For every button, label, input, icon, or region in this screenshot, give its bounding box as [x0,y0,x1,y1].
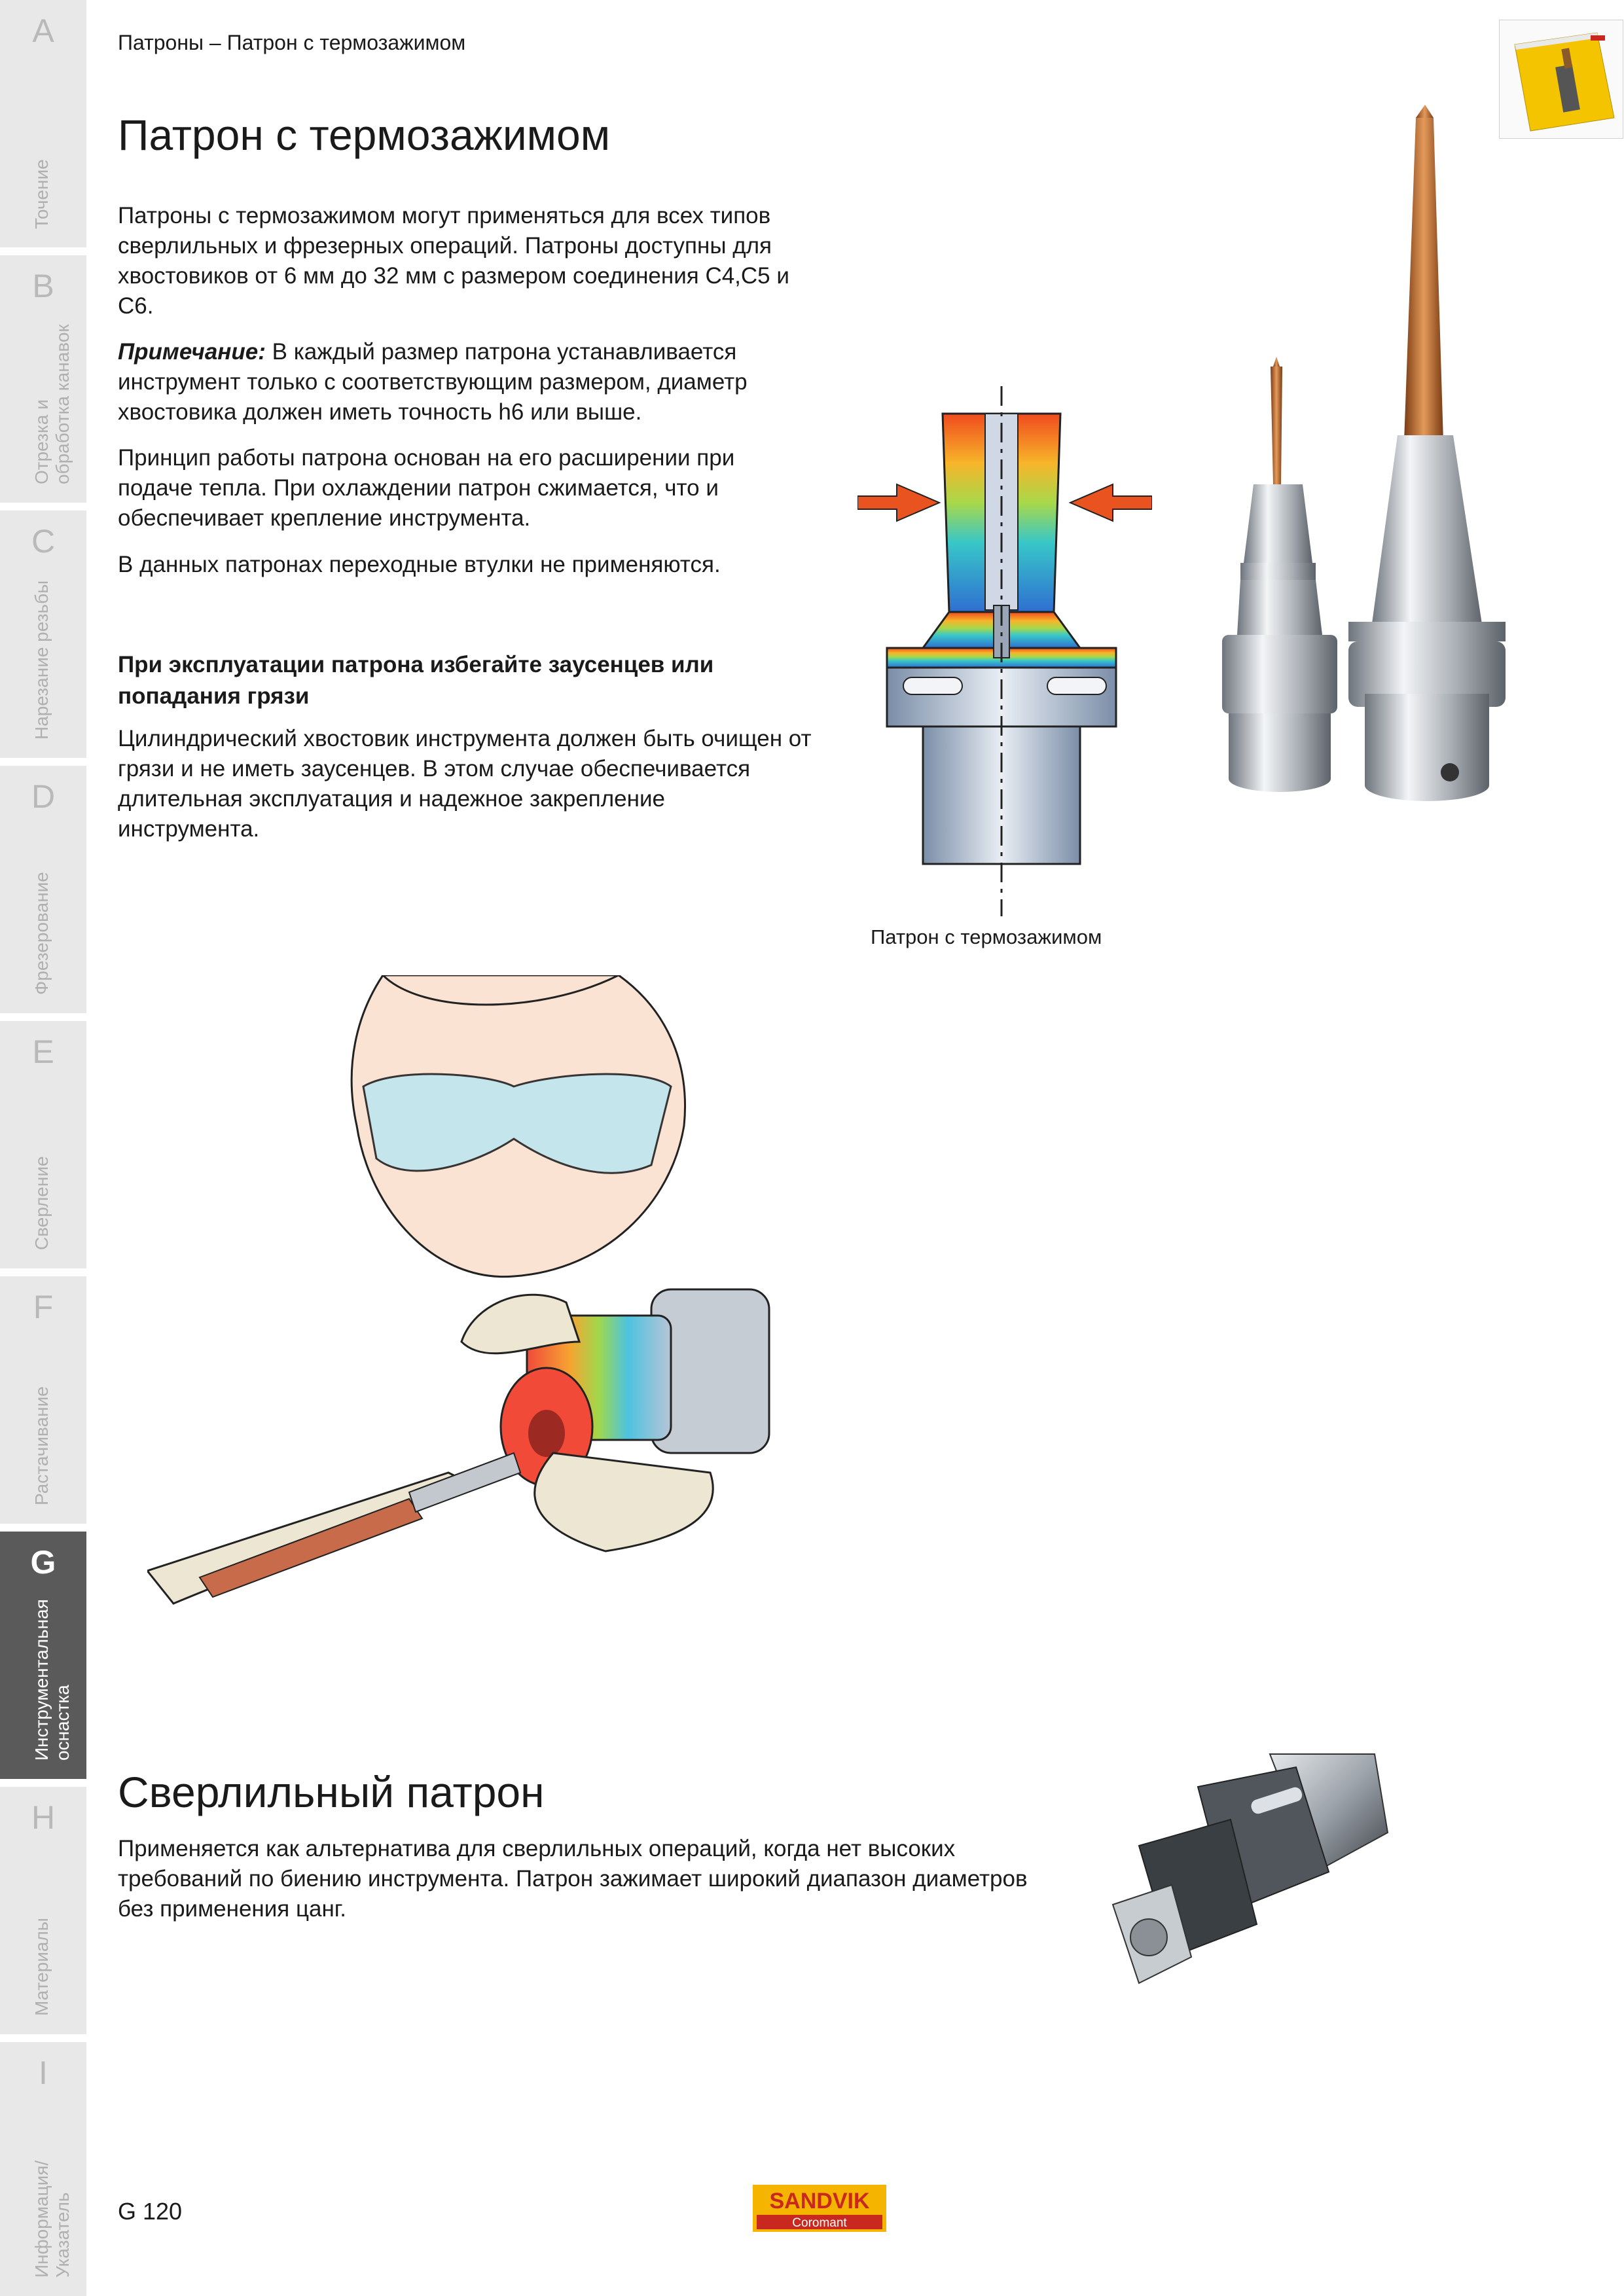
sidebar-tab-a[interactable] [0,0,86,247]
sidebar-tab-label: Точение [31,159,52,229]
heat-chuck-section-diagram [857,386,1152,916]
sidebar-tab-e[interactable] [0,1021,86,1268]
sidebar-tab-letter: F [33,1289,54,1325]
sidebar-tab-label: Материалы [31,1918,52,2016]
sidebar-tab-label: Информация/ Указатель [31,2160,73,2278]
heat-chuck-photos [1175,105,1542,890]
shank-paragraph: Цилиндрический хвостовик инструмента должен быть очищен от грязи и не иметь заусенцев. В этом случае обеспечивается длительная эксплуатация и надежное закрепление инструмента. [118,726,812,842]
sidebar-tab-letter: E [32,1033,54,1070]
sidebar-tab-label: Фрезерование [31,872,52,995]
page-number: G 120 [118,2198,183,2225]
svg-text:Coromant: Coromant [792,2216,847,2230]
page-title: Патрон с термозажимом [118,111,611,159]
note-paragraph [118,337,812,427]
sidebar-tab-letter: H [31,1799,56,1836]
sidebar-tab-letter: G [30,1544,56,1581]
sidebar-tab-g[interactable] [0,1532,86,1779]
sidebar-tab-i[interactable] [0,2042,86,2296]
sidebar-tab-label: Отрезка и обработка канавок [31,324,73,484]
subheading: При эксплуатации патрона избегайте заусенцев или попадания грязи [118,652,714,709]
sidebar-tab-letter: I [39,2054,48,2091]
sidebar-tab-b[interactable] [0,255,86,503]
principle-paragraph: Принцип работы патрона основан на его расширении при подаче тепла. При охлаждении патрон сжимается, что и обеспечивает крепление инструмента. [118,445,735,531]
intro-paragraph: Патроны с термозажимом могут применяться для всех типов сверлильных и фрезерных операций. Патроны доступны для хвостовиков от 6 мм до 32 мм с размером соединения C4,C5 и C6. [118,203,789,319]
note-label: Примечание: [118,339,266,365]
section-sidebar [0,0,86,2296]
adapter-paragraph: В данных патронах переходные втулки не применяются. [118,552,721,577]
sidebar-tab-label: Инструментальная оснастка [31,1599,73,1761]
section-title-drill-chuck: Сверлильный патрон [118,1768,545,1816]
sidebar-tab-h[interactable] [0,1787,86,2034]
sidebar-tab-letter: A [32,12,54,49]
sandvik-coromant-logo [753,2185,886,2232]
breadcrumb: Патроны – Патрон с термозажимом [118,31,466,54]
sidebar-tab-c[interactable] [0,511,86,758]
sidebar-tab-f[interactable] [0,1276,86,1524]
sidebar-tab-label: Растачивание [31,1386,52,1505]
sidebar-tab-label: Нарезание резьбы [31,580,52,740]
sidebar-tab-letter: B [32,268,54,304]
sidebar-tab-letter: C [31,523,56,560]
technician-illustration [147,975,900,1682]
note-text: В каждый размер патрона устанавливается инструмент только с соответствующим размером, диаметр хвостовика должен иметь точность h6 или выше. [118,339,748,425]
svg-text:SANDVIK: SANDVIK [769,2189,870,2214]
drill-chuck-photo [1100,1741,1394,1990]
figure-caption: Патрон с термозажимом [871,925,1102,948]
sidebar-tab-d[interactable] [0,766,86,1013]
sidebar-tab-label: Сверление [31,1156,52,1250]
drill-chuck-paragraph: Применяется как альтернатива для сверлильных операций, когда нет высоких требований по биению инструмента. Патрон зажимает широкий диапазон диаметров без применения цанг. [118,1836,1028,1922]
sidebar-tab-letter: D [31,778,56,815]
